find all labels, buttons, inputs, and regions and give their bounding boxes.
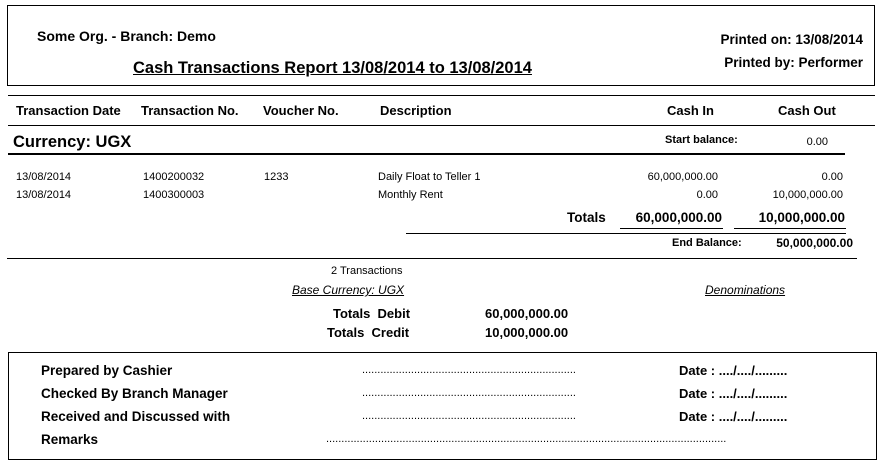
col-voucher-no: Voucher No. <box>263 103 339 118</box>
prepared-by-date[interactable]: Date : ..../..../......... <box>679 363 788 378</box>
column-header-bottom-rule <box>8 125 875 126</box>
row-cash-in: 0.00 <box>696 189 718 201</box>
transaction-count: 2 Transactions <box>331 265 403 277</box>
received-date[interactable]: Date : ..../..../......... <box>679 409 788 424</box>
org-branch: Some Org. - Branch: Demo <box>37 28 216 44</box>
section-divider <box>7 258 857 259</box>
row-description: Monthly Rent <box>378 189 443 201</box>
end-balance-value: 50,000,000.00 <box>776 236 853 250</box>
col-transaction-date: Transaction Date <box>16 103 121 118</box>
totals-credit-label: Totals Credit <box>327 325 410 340</box>
totals-cash-out-underline <box>734 228 846 229</box>
prepared-by-label: Prepared by Cashier <box>41 363 173 378</box>
row-cash-in: 60,000,000.00 <box>647 171 718 183</box>
totals-credit-value: 10,000,000.00 <box>485 325 569 340</box>
totals-cash-in: 60,000,000.00 <box>635 210 722 225</box>
printed-on: Printed on: 13/08/2014 <box>720 32 863 47</box>
received-signature-line[interactable]: ...................................................................... <box>362 410 576 422</box>
end-balance-label: End Balance: <box>672 237 742 249</box>
row-date: 13/08/2014 <box>16 171 72 183</box>
row-voucher-no: 1233 <box>264 171 289 183</box>
currency-label: Currency: UGX <box>13 133 132 151</box>
totals-rule <box>406 233 846 234</box>
base-currency: Base Currency: UGX <box>292 283 405 297</box>
denominations: Denominations <box>705 283 786 297</box>
prepared-by-signature-line[interactable]: ...................................................................... <box>362 364 576 376</box>
col-transaction-no: Transaction No. <box>141 103 239 118</box>
checked-by-signature-line[interactable]: ...................................................................... <box>362 387 576 399</box>
checked-by-label: Checked By Branch Manager <box>41 386 228 401</box>
col-cash-in: Cash In <box>667 103 714 118</box>
start-balance-label: Start balance: <box>665 134 738 146</box>
row-description: Daily Float to Teller 1 <box>378 171 481 183</box>
row-date: 13/08/2014 <box>16 189 72 201</box>
row-cash-out: 10,000,000.00 <box>772 189 843 201</box>
row-transaction-no: 1400300003 <box>143 189 205 201</box>
totals-debit-label: Totals Debit <box>333 306 411 321</box>
received-label: Received and Discussed with <box>41 409 231 424</box>
col-cash-out: Cash Out <box>778 103 836 118</box>
totals-debit-value: 60,000,000.00 <box>485 306 569 321</box>
report-title: Cash Transactions Report 13/08/2014 to 13/08/2014 <box>133 59 532 77</box>
start-balance-value: 0.00 <box>806 136 828 148</box>
checked-by-date[interactable]: Date : ..../..../......... <box>679 386 788 401</box>
row-transaction-no: 1400200032 <box>143 171 205 183</box>
totals-cash-out: 10,000,000.00 <box>758 210 845 225</box>
totals-cash-in-underline <box>620 228 723 229</box>
row-cash-out: 0.00 <box>821 171 843 183</box>
column-header-top-rule <box>8 95 875 96</box>
currency-rule <box>8 153 845 155</box>
printed-by: Printed by: Performer <box>724 55 863 70</box>
remarks-line[interactable]: ................................................................................................................................... <box>326 433 727 445</box>
remarks-label: Remarks <box>41 432 99 447</box>
totals-label: Totals <box>567 210 606 225</box>
col-description: Description <box>380 103 452 118</box>
